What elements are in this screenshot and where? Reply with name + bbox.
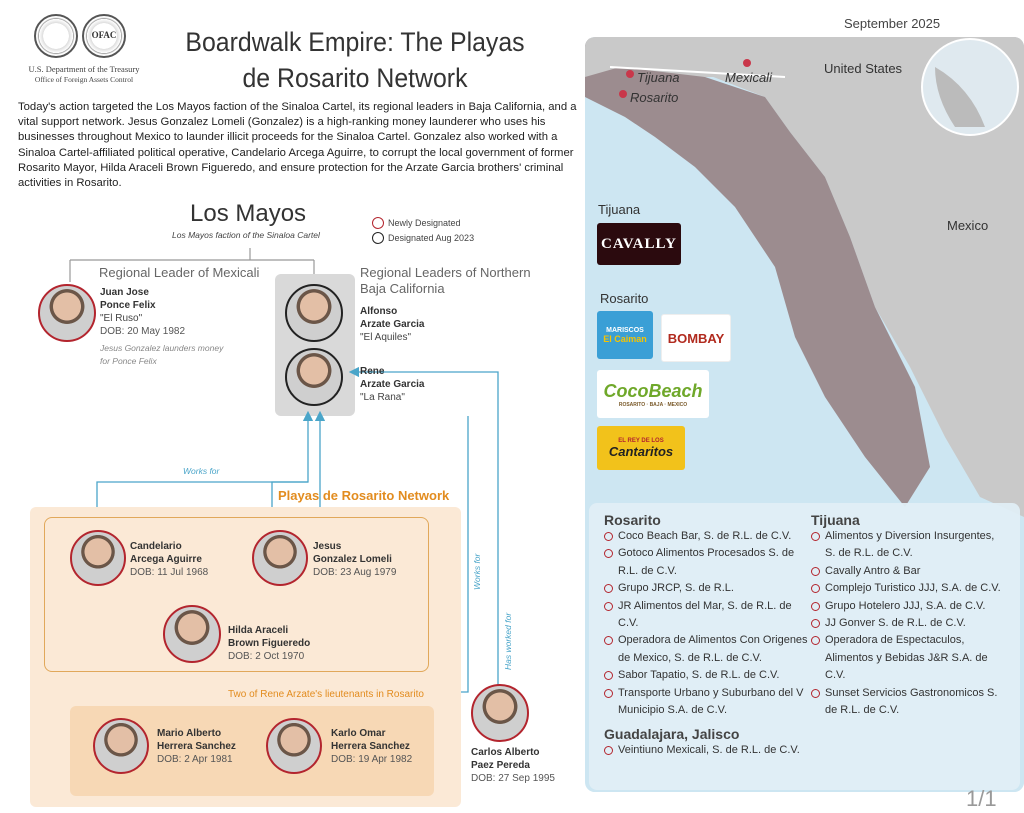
entity-list-item [604,580,809,597]
person-alias: "El Aquiles" [360,332,412,343]
map-tijuana: Tijuana [637,70,680,85]
entity-list-item [604,685,809,720]
person-alias: "El Ruso" [100,313,143,324]
person-name: Jesus [313,541,342,552]
los-mayos-heading: Los Mayos [190,200,307,227]
entity-name: Alimentos y Diversion Insurgentes, S. de R.L. de C.V. [825,530,995,560]
entity-list-item [811,563,1001,580]
red-ring-icon [811,532,820,541]
person-surname: Arzate Garcia [360,319,425,330]
cocobeach-text: CocoBeach [603,380,703,401]
person-surname: Ponce Felix [100,300,156,311]
person-dob: DOB: 20 May 1982 [100,326,186,337]
has-worked-for-label: Has worked for [503,612,513,670]
mario-herrera-photo [93,718,149,774]
map-united-states: United States [824,61,903,76]
red-ring-icon [811,619,820,628]
hilda-brown-card [228,624,310,663]
cantaritos-logo [597,426,685,470]
person-dob: DOB: 23 Aug 1979 [313,567,397,578]
person-surname: Arcega Aguirre [130,554,202,565]
cavally-logo: CAVALLY [597,223,681,265]
red-ring-icon [604,549,613,558]
tijuana-list-heading: Tijuana [811,512,860,528]
entity-name: Transporte Urbano y Suburbano del V Municipio S.A. de C.V. [618,686,804,717]
person-surname: Paez Pereda [471,760,530,771]
entity-name: JJ Gonver S. de R.L. de C.V. [825,617,966,630]
lieutenants-title: Two of Rene Arzate's lieutenants in Rosarito [228,689,424,700]
map-mexico: Mexico [947,218,989,233]
jesus-gonzalez-photo [252,530,308,586]
guadalajara-list-heading: Guadalajara, Jalisco [604,726,740,743]
entity-list-item [604,632,809,667]
entity-name: JR Alimentos del Mar, S. de R.L. de C.V. [618,599,792,630]
works-for-label-2: Works for [472,553,482,590]
entity-name: Grupo Hotelero JJJ, S.A. de C.V. [825,599,986,612]
person-dob: DOB: 2 Apr 1981 [157,754,233,765]
entity-name: Operadora de Espectaculos, Alimentos y Bebidas J&R S.A. de C.V. [825,634,988,682]
rosarito-list [604,528,809,719]
person-surname: Herrera Sanchez [331,741,410,752]
note-line2: for Ponce Felix [100,356,157,366]
map-rosarito: Rosarito [630,90,679,105]
candelario-photo [70,530,126,586]
entity-list-item [604,598,809,633]
entity-list-item [604,528,809,545]
alfonso-arzate-card [360,305,424,344]
red-ring-icon [604,689,613,698]
karlo-herrera-photo [266,718,322,774]
cocobeach-sub: ROSARITO · BAJA · MEXICO [618,401,688,408]
mexicali-group-title: Regional Leader of Mexicali [99,265,260,280]
entity-list-item [604,742,809,759]
nbc-title-line2: Baja California [360,281,445,296]
entity-list-item [811,528,1001,563]
nbc-title-line1: Regional Leaders of Northern [360,265,531,280]
person-dob: DOB: 11 Jul 1968 [130,567,209,578]
person-name: Candelario [130,541,182,552]
alfonso-arzate-photo [285,284,343,342]
page-title: Boardwalk Empire: The Playas de Rosarito Network [185,27,525,93]
hierarchy-lines [70,248,314,282]
carlos-paez-photo [471,684,529,742]
person-name: Juan Jose [100,287,149,298]
red-ring-icon [811,602,820,611]
person-surname: Brown Figueredo [228,638,311,649]
rene-arzate-photo [285,348,343,406]
karlo-herrera-card [331,727,412,766]
hilda-brown-photo [163,605,221,663]
cocobeach-logo [597,370,709,418]
works-for-label: Works for [183,466,220,476]
entity-list-item [604,545,809,580]
page-indicator: 1/1 [966,786,997,811]
treasury-name: U.S. Department of the Treasury [28,64,140,74]
person-name: Rene [360,366,385,377]
red-ring-icon [811,584,820,593]
rosarito-list-heading: Rosarito [604,512,661,528]
red-ring-icon [811,636,820,645]
entity-list-item [604,667,809,684]
entity-name: Gotoco Alimentos Procesados S. de R.L. de C.V. [618,547,795,577]
ofac-name: Office of Foreign Assets Control [34,75,134,84]
red-ring-icon [811,689,820,698]
entity-name: Operadora de Alimentos Con Origenes de Mexico, S. de R.L. de C.V. [618,634,808,664]
person-dob: DOB: 2 Oct 1970 [228,651,305,662]
entity-list-item [811,580,1001,597]
person-name: Carlos Alberto [471,747,540,758]
person-surname: Herrera Sanchez [157,741,236,752]
person-alias: "La Rana" [360,392,405,403]
rene-arzate-card [360,365,424,404]
red-ring-icon [604,584,613,593]
mario-herrera-card [157,727,236,766]
red-ring-icon [811,567,820,576]
legend-new-label: Newly Designated [388,218,461,228]
entity-name: Complejo Turistico JJJ, S.A. de C.V. [825,582,1001,595]
person-surname: Arzate Garcia [360,379,425,390]
entity-list-item [811,685,1001,720]
network-title: Playas de Rosarito Network [278,488,450,503]
guadalajara-list [604,742,809,759]
ofac-logo-text: OFAC [91,30,117,40]
person-name: Hilda Araceli [228,625,289,636]
entity-name: Coco Beach Bar, S. de R.L. de C.V. [618,530,792,542]
mexicali-marker-icon [743,59,751,67]
red-ring-icon [604,602,613,611]
ponce-felix-photo [38,284,96,342]
logos-rosarito-heading: Rosarito [600,291,649,306]
map-mexicali: Mexicali [725,70,772,85]
los-mayos-subtitle: Los Mayos faction of the Sinaloa Cartel [172,230,320,240]
tijuana-marker-icon [626,70,634,78]
person-dob: DOB: 27 Sep 1995 [471,773,555,784]
tijuana-list [811,528,1001,719]
intro-paragraph: Today's action targeted the Los Mayos faction of the Sinaloa Cartel, its regional leaders in Baja California, and a vital support network. Jesus Gonzalez Lomeli (Gonzalez) is a high-ranking money launderer who uses his businesses throughout Mexico to launder illicit proceeds for the Sinaloa Cartel. Gonzalez also worked with a Sinaloa Cartel-affiliated political operative, Candelario Arcega Aguirre, to corrupt the local government of former Rosarito Mayor, Hilda Araceli Brown Figueredo, and ensure protection for the Arzate Garcia brothers' criminal activities in Rosarito. [18,101,577,190]
entity-list-item [811,632,1001,684]
ponce-felix-card [100,286,223,368]
entity-list-item [811,598,1001,615]
mariscos-caiman-logo [597,311,653,359]
person-name: Karlo Omar [331,728,386,739]
jesus-gonzalez-card [313,540,396,579]
person-name: Mario Alberto [157,728,222,739]
caiman-text: El Caiman [603,333,647,344]
cantaritos-text: Cantaritos [608,443,674,459]
cantaritos-top: EL REY DE LOS [618,437,664,444]
entity-name: Cavally Antro & Bar [825,564,921,577]
rosarito-marker-icon [619,90,627,98]
red-ring-icon [604,746,613,755]
red-ring-icon [604,532,613,541]
publication-date: September 2025 [844,16,941,31]
note-line1: Jesus Gonzalez launders money [100,343,224,353]
person-dob: DOB: 19 Apr 1982 [331,754,413,765]
carlos-paez-card [471,746,555,785]
entity-name: Veintiuno Mexicali, S. de R.L. de C.V. [618,744,800,757]
person-surname: Gonzalez Lomeli [313,554,392,565]
bombay-logo: BOMBAY [661,314,731,362]
red-ring-icon [604,671,613,680]
red-ring-icon [604,636,613,645]
logos-tijuana-heading: Tijuana [598,202,641,217]
entity-list-item [811,615,1001,632]
person-name: Alfonso [360,306,398,317]
rosarito-entities [604,512,809,760]
candelario-card [130,540,208,579]
legend-old-label: Designated Aug 2023 [388,233,475,243]
entity-name: Sabor Tapatio, S. de R.L. de C.V. [618,669,780,682]
mariscos-text: MARISCOS [606,326,644,334]
entity-name: Sunset Servicios Gastronomicos S. de R.L. de C.V. [825,686,998,717]
entity-name: Grupo JRCP, S. de R.L. [618,582,734,595]
tijuana-entities [811,512,1001,719]
